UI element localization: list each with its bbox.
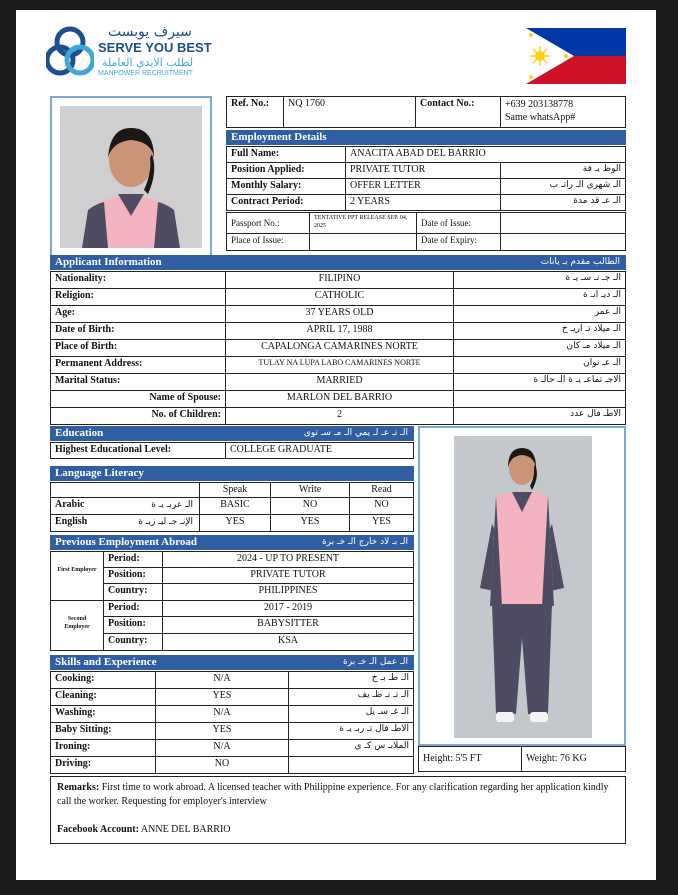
skill-label: Driving: [50,756,156,774]
applicant-row-label: Permanent Address: [50,356,226,374]
skill-value: NO [155,756,289,774]
facebook-value: ANNE DEL BARRIO [140,824,231,835]
skill-label: Cooking: [50,671,156,689]
full-body-photo [418,426,626,746]
salary-arabic: الـ شهري الـ راتـ ب [500,178,626,195]
skill-arabic: الـ تـ نـ ظـ يف [288,688,414,706]
skill-arabic: الـ طـ بـ خ [288,671,414,689]
portrait-photo [50,96,212,258]
language-read: NO [349,497,414,515]
applicant-row-label: Religion: [50,288,226,306]
issue-place-value [309,233,417,251]
ref-value: NQ 1760 [283,96,416,128]
language-write: NO [270,497,350,515]
logo-arabic: سيرف يوبست [108,24,192,40]
applicant-row-label: Nationality: [50,271,226,289]
issue-date-label: Date of Issue: [416,212,501,234]
language-name: English [55,516,88,527]
lang-col-read: Read [349,482,414,498]
issue-place-label: Place of Issue: [226,233,310,251]
applicant-row-label: No. of Children: [50,407,226,425]
height-value: Height: 5'5 FT [418,746,522,772]
applicant-row-arabic [453,390,626,408]
applicant-row-arabic: الاطـ فال عدد [453,407,626,425]
remarks-paragraph [57,781,619,809]
weight-value: Weight: 76 KG [521,746,626,772]
contract-arabic: الـ عـ قد مدة [500,194,626,211]
language-speak: BASIC [199,497,271,515]
second-period-label: Period: [103,600,163,617]
position-arabic: الوظ يـ فة [500,162,626,179]
cv-sheet [16,10,656,880]
skill-value: N/A [155,671,289,689]
full-body-image [420,428,624,744]
language-name-arabic: الإنـ جـ ليـ زيـ ة [138,517,193,527]
language-speak: YES [199,514,271,532]
skill-label: Baby Sitting: [50,722,156,740]
remarks-label: Remarks: [57,782,100,793]
skill-arabic [288,756,414,774]
first-country-label: Country: [103,583,163,601]
remarks-box [50,776,626,844]
education-value: COLLEGE GRADUATE [225,442,414,459]
skill-value: N/A [155,705,289,723]
facebook-line [57,823,619,837]
issue-date-value [500,212,626,234]
first-period-label: Period: [103,551,163,568]
applicant-row-value: FILIPINO [225,271,454,289]
expiry-value [500,233,626,251]
applicant-row-value: TULAY NA LUPA LABO CAMARINES NORTE [225,356,454,374]
first-country-value: PHILIPPINES [162,583,414,601]
applicant-row-arabic: الـ ديـ انـ ة [453,288,626,306]
previous-employment-title: Previous Employment Abroad [55,536,197,548]
logo-name: SERVE YOU BEST [98,40,212,55]
previous-employment-title-arabic: الـ بـ لاد خارج الـ خـ برة [321,537,408,547]
lang-col-speak: Speak [199,482,271,498]
skills-header [50,655,414,670]
skill-arabic: الاطـ فال تـ ربـ يـ ة [288,722,414,740]
skills-title-arabic: الـ عمل الـ خـ برة [343,657,408,667]
second-country-value: KSA [162,633,414,651]
language-header: Language Literacy [50,466,414,481]
ref-label: Ref. No.: [226,96,284,128]
applicant-row-arabic: الـ جـ نـ سـ يـ ة [453,271,626,289]
employment-details-header: Employment Details [226,130,626,145]
language-read: YES [349,514,414,532]
first-period-value: 2024 - UP TO PRESENT [162,551,414,568]
applicant-row-value: CATHOLIC [225,288,454,306]
applicant-row-value: MARLON DEL BARRIO [225,390,454,408]
skill-label: Ironing: [50,739,156,757]
facebook-label: Facebook Account: [57,824,139,835]
salary-label: Monthly Salary: [226,178,346,195]
language-row-label [50,497,200,515]
first-position-value: PRIVATE TUTOR [162,567,414,584]
skill-arabic: الـ غـ سـ يل [288,705,414,723]
applicant-row-value: 2 [225,407,454,425]
position-value: PRIVATE TUTOR [345,162,501,179]
portrait-image [52,98,210,256]
second-period-value: 2017 - 2019 [162,600,414,617]
applicant-row-arabic: الـ ميلاد مـ كان [453,339,626,357]
passport-value: TENTATIVE PPT RELEASE SEP. 04, 2025 [309,212,417,234]
skill-value: YES [155,722,289,740]
applicant-row-label: Date of Birth: [50,322,226,340]
full-name-label: Full Name: [226,146,346,163]
applicant-row-arabic: الاجـ تماعـ يـ ة الـ حالـ ة [453,373,626,391]
second-country-label: Country: [103,633,163,651]
applicant-row-value: 37 YEARS OLD [225,305,454,323]
passport-label: Passport No.: [226,212,310,234]
applicant-row-label: Name of Spouse: [50,390,226,408]
contact-number: +639 203138778 [505,99,574,110]
education-title-arabic: الـ تـ عـ لـ يمي الـ مـ سـ توى [303,428,408,438]
applicant-info-title: Applicant Information [55,256,162,268]
skills-title: Skills and Experience [55,656,157,668]
applicant-row-value: MARRIED [225,373,454,391]
logo-sub-arabic: لطلب الايدي العاملة [102,56,194,69]
previous-employment-header [50,535,414,550]
language-row-label [50,514,200,532]
lang-col-write: Write [270,482,350,498]
skill-value: N/A [155,739,289,757]
first-position-label: Position: [103,567,163,584]
skill-arabic: الملابـ س كـ ي [288,739,414,757]
education-label: Highest Educational Level: [50,442,226,459]
applicant-info-header [50,255,626,270]
contract-value: 2 YEARS [345,194,501,211]
applicant-row-label: Age: [50,305,226,323]
applicant-row-label: Place of Birth: [50,339,226,357]
first-employer-label: First Employer [50,551,104,601]
company-logo [46,24,226,80]
applicant-row-value: CAPALONGA CAMARINES NORTE [225,339,454,357]
applicant-row-value: APRIL 17, 1988 [225,322,454,340]
applicant-row-arabic: الـ ميلاد تـ اريـ خ [453,322,626,340]
applicant-row-arabic: الـ عمر [453,305,626,323]
remarks-text: First time to work abroad. A licensed teacher with Philippine experience. For any clarification regarding her application kindly call the worker. Requesting for employer's interview [57,782,609,807]
contact-note: Same whatsApp# [505,112,576,123]
position-label: Position Applied: [226,162,346,179]
education-header [50,426,414,441]
contract-label: Contract Period: [226,194,346,211]
language-name-arabic: الـ عربـ يـ ة [151,500,193,510]
applicant-row-label: Marital Status: [50,373,226,391]
applicant-row-arabic: الـ عـ نوان [453,356,626,374]
contact-value [500,96,626,128]
full-name-value: ANACITA ABAD DEL BARRIO [345,146,626,163]
contact-label: Contact No.: [415,96,501,128]
second-position-value: BABYSITTER [162,616,414,634]
expiry-label: Date of Expiry: [416,233,501,251]
salary-value: OFFER LETTER [345,178,501,195]
skill-label: Washing: [50,705,156,723]
second-employer-label: Second Employer [50,600,104,651]
language-name: Arabic [55,499,85,510]
applicant-info-title-arabic: الطالب مقدم بـ يانات [540,257,620,267]
skill-label: Cleaning: [50,688,156,706]
logo-knot-icon [46,26,94,80]
language-write: YES [270,514,350,532]
logo-sub: MANPOWER RECRUITMENT [98,70,193,77]
second-position-label: Position: [103,616,163,634]
philippines-flag-icon [526,28,626,84]
skill-value: YES [155,688,289,706]
education-title: Education [55,427,104,439]
language-blank-head [50,482,200,498]
